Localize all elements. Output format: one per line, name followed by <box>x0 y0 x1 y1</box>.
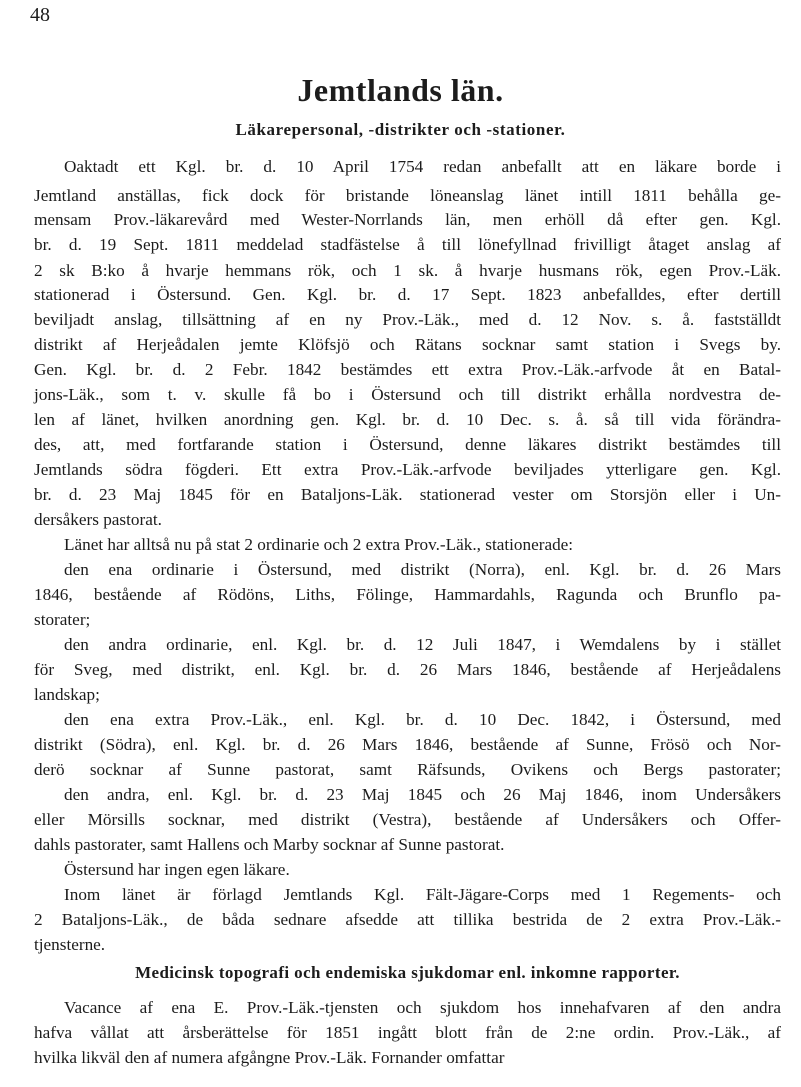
text-line: derö socknar af Sunne pastorat, samt Räfsunds, Ovikens och Bergs pastorater; <box>34 760 781 779</box>
text-line: Oaktadt ett Kgl. br. d. 10 April 1754 redan anbefallt att en läkare borde i <box>64 157 781 176</box>
text-line: hafva vållat att årsberättelse för 1851 ingått blott från de 2:ne ordin. Prov.-Läk., af <box>34 1023 781 1042</box>
text-line: 2 Bataljons-Läk., de båda sednare afsedde att tillika bestrida de 2 extra Prov.-Läk.- <box>34 910 781 929</box>
text-line: Östersund har ingen egen läkare. <box>64 860 290 879</box>
text-line: Länet har alltså nu på stat 2 ordinarie och 2 extra Prov.-Läk., stationerade: <box>64 535 574 554</box>
text-line: Jemtlands södra fögderi. Ett extra Prov.-Läk.-arfvode beviljades ytterligare gen. Kgl. <box>34 460 781 479</box>
text-line: mensam Prov.-läkarevård med Wester-Norrlands län, men erhöll då efter gen. Kgl. <box>34 210 781 229</box>
text-line: len af länet, hvilken anordning gen. Kgl. br. d. 10 Dec. s. å. så till vida förändra- <box>34 410 781 429</box>
text-line: br. d. 19 Sept. 1811 meddelad stadfästelse å till lönefyllnad frivilligt åtaget anslag af <box>34 235 781 254</box>
text-line: Inom länet är förlagd Jemtlands Kgl. Fält-Jägare-Corps med 1 Regements- och <box>64 885 781 904</box>
page-title: Jemtlands län. <box>297 72 504 108</box>
text-line: eller Mörsills socknar, med distrikt (Vestra), bestående af Undersåkers och Offer- <box>34 810 781 829</box>
text-line: hvilka likväl den af numera afgångne Prov.-Läk. Fornander omfattar <box>34 1048 505 1067</box>
text-line: den andra, enl. Kgl. br. d. 23 Maj 1845 och 26 Maj 1846, inom Undersåkers <box>64 785 781 804</box>
text-line: Gen. Kgl. br. d. 2 Febr. 1842 bestämdes ett extra Prov.-Läk.-arfvode åt en Batal- <box>34 360 781 379</box>
page-number: 48 <box>30 4 50 26</box>
text-line: dersåkers pastorat. <box>34 510 162 529</box>
text-line: den andra ordinarie, enl. Kgl. br. d. 12 Juli 1847, i Wemdalens by i stället <box>64 635 781 654</box>
text-line: den ena extra Prov.-Läk., enl. Kgl. br. d. 10 Dec. 1842, i Östersund, med <box>64 710 781 729</box>
text-line: beviljadt anslag, tillsättning af en ny Prov.-Läk., med d. 12 Nov. s. å. fastställdt <box>34 310 781 329</box>
text-line: Jemtland anställas, fick dock för bristande löneanslag länet intill 1811 behålla ge- <box>34 186 781 205</box>
section-heading-personnel: Läkarepersonal, -distrikter och -stationer. <box>235 120 566 139</box>
text-line: landskap; <box>34 685 100 704</box>
text-line: jons-Läk., som t. v. skulle få bo i Östersund och till distrikt erhålla nordvestra de- <box>34 385 781 404</box>
text-line: Vacance af ena E. Prov.-Läk.-tjensten och sjukdom hos innehafvaren af den andra <box>64 998 781 1017</box>
text-line: för Sveg, med distrikt, enl. Kgl. br. d. 26 Mars 1846, bestående af Herjeådalens <box>34 660 781 679</box>
text-line: storater; <box>34 610 91 629</box>
text-line: distrikt af Herjeådalen jemte Klöfsjö och Rätans socknar samt station i Svegs by. <box>34 335 781 354</box>
text-line: br. d. 23 Maj 1845 för en Bataljons-Läk. stationerad vester om Storsjön eller i Un- <box>34 485 781 504</box>
text-line: distrikt (Södra), enl. Kgl. br. d. 26 Mars 1846, bestående af Sunne, Frösö och Nor- <box>34 735 781 754</box>
text-line: den ena ordinarie i Östersund, med distrikt (Norra), enl. Kgl. br. d. 26 Mars <box>64 560 781 579</box>
text-line: 2 sk B:ko å hvarje hemmans rök, och 1 sk. å hvarje husmans rök, egen Prov.-Läk. <box>34 261 781 280</box>
text-line: des, att, med fortfarande station i Östersund, denne läkares distrikt bestämdes till <box>34 435 781 454</box>
text-line: dahls pastorater, samt Hallens och Marby socknar af Sunne pastorat. <box>34 835 505 854</box>
section-heading-topography: Medicinsk topografi och endemiska sjukdomar enl. inkomne rapporter. <box>135 963 680 982</box>
text-line: 1846, bestående af Rödöns, Liths, Fölinge, Hammardahls, Ragunda och Brunflo pa- <box>34 585 781 604</box>
text-line: tjensterne. <box>34 935 106 954</box>
text-line: stationerad i Östersund. Gen. Kgl. br. d. 17 Sept. 1823 anbefalldes, efter dertill <box>34 285 781 304</box>
